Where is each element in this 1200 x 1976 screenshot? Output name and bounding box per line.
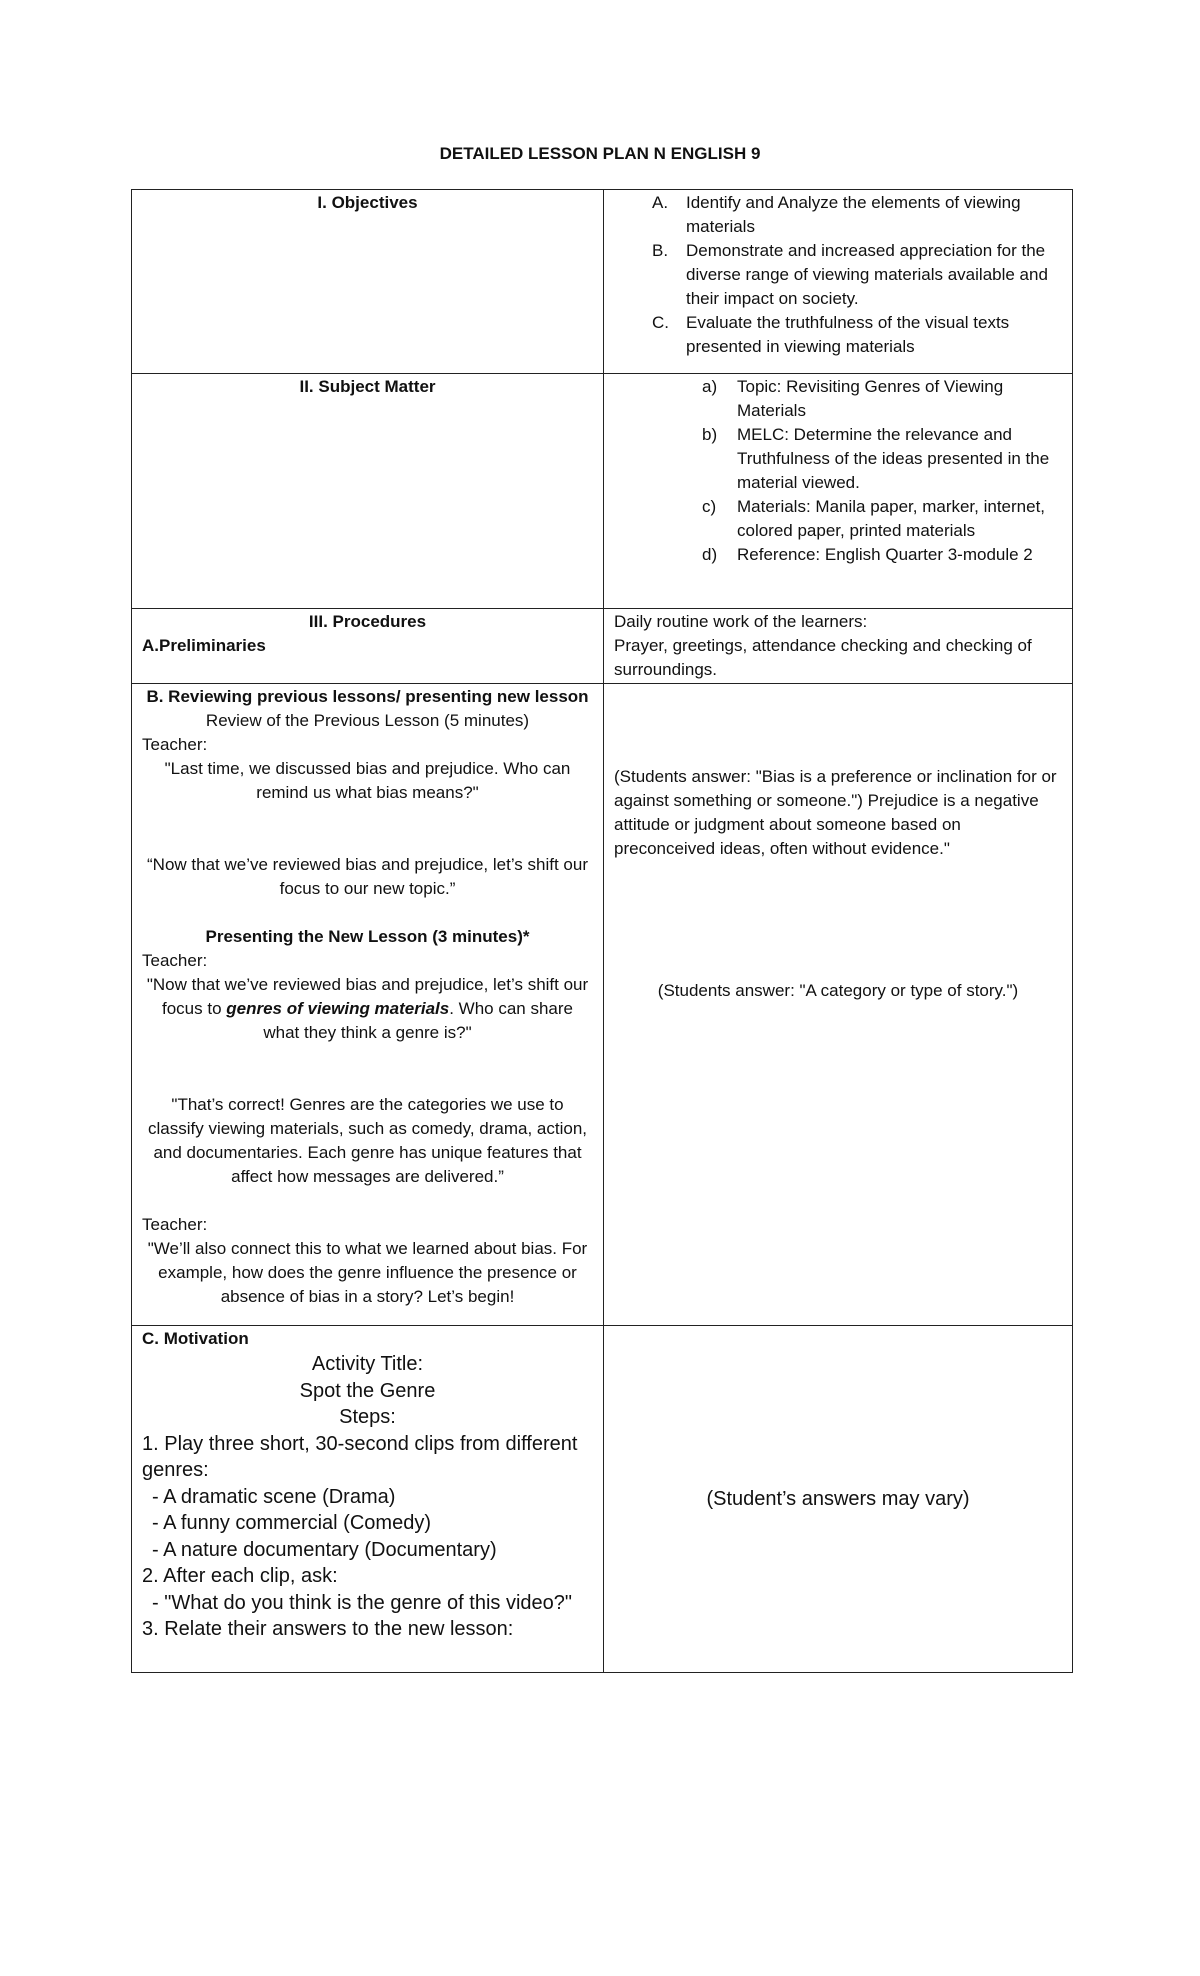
motivation-activity-cell — [132, 1326, 604, 1673]
subject-matter-heading-cell — [132, 374, 604, 609]
procedures-row — [132, 609, 1073, 684]
clip-item: - A nature documentary (Documentary) — [152, 1538, 497, 1561]
preliminaries-label: A.Preliminaries — [142, 636, 266, 655]
preliminaries-cell — [604, 609, 1073, 684]
subject-matter-item: d) Reference: English Quarter 3-module 2 — [702, 545, 1033, 564]
student-answer: (Students answer: "Bias is a preference or inclination for or against something or someone.") Prejudice is a negative attitude or judgment about someone based on preconceived ideas, often without evidence." — [614, 767, 1057, 858]
routine-line-2: Prayer, greetings, attendance checking and checking of surroundings. — [614, 636, 1032, 679]
student-answer: (Students answer: "A category or type of story.") — [657, 981, 1019, 1000]
activity-title-label: Activity Title: — [311, 1353, 424, 1375]
teacher-quote-genres: "Now that we’ve reviewed bias and prejudice, let’s shift our focus to genres of viewing materials. Who can share what they think a genre is?" — [146, 975, 589, 1042]
motivation-row — [132, 1326, 1073, 1673]
subject-matter-heading: II. Subject Matter — [299, 377, 436, 396]
review-row — [132, 684, 1073, 1326]
objective-item: A. Identify and Analyze the elements of viewing materials — [652, 193, 1021, 236]
subject-matter-item: a) Topic: Revisiting Genres of Viewing Materials — [702, 377, 1004, 420]
step-item: 2. After each clip, ask: — [142, 1565, 338, 1587]
emphasis-genres: genres of viewing materials — [226, 999, 450, 1018]
review-teacher-cell — [132, 684, 604, 1326]
student-answer: (Student’s answers may vary) — [706, 1487, 970, 1510]
lesson-plan-table — [131, 189, 1073, 1673]
teacher-quote: “Now that we’ve reviewed bias and prejudice, let’s shift our focus to our new topic.” — [147, 855, 588, 898]
motivation-student-cell — [604, 1326, 1073, 1673]
review-student-cell — [604, 684, 1073, 1326]
subject-matter-item: b) MELC: Determine the relevance and Truthfulness of the ideas presented in the material viewed. — [702, 425, 1050, 492]
objective-item: B. Demonstrate and increased appreciation for the diverse range of viewing materials available and their impact on society. — [652, 241, 1048, 308]
subject-matter-item: c) Materials: Manila paper, marker, internet, colored paper, printed materials — [702, 497, 1046, 540]
motivation-heading: C. Motivation — [142, 1329, 249, 1348]
subject-matter-row — [132, 374, 1073, 609]
teacher-quote: "Last time, we discussed bias and prejudice. Who can remind us what bias means?" — [164, 759, 571, 802]
clip-item: - A dramatic scene (Drama) — [152, 1485, 396, 1508]
activity-title: Spot the Genre — [299, 1379, 436, 1402]
teacher-quote: "That’s correct! Genres are the categories we use to classify viewing materials, such as comedy, drama, action, and documentaries. Each genre has unique features that affect how messages are delivered.” — [147, 1095, 588, 1186]
teacher-label: Teacher: — [142, 951, 208, 970]
review-title: Review of the Previous Lesson (5 minutes) — [205, 711, 530, 730]
question-item: - "What do you think is the genre of this video?" — [152, 1591, 572, 1614]
clip-item: - A funny commercial (Comedy) — [152, 1512, 431, 1534]
subject-matter-list-cell — [604, 374, 1073, 609]
objectives-row — [132, 190, 1073, 374]
document-title: DETAILED LESSON PLAN N ENGLISH 9 — [439, 144, 761, 163]
procedures-heading: III. Procedures — [308, 612, 427, 631]
steps-label: Steps: — [339, 1406, 396, 1428]
objectives-list-cell — [604, 190, 1073, 374]
step-item: 3. Relate their answers to the new lesson: — [142, 1618, 514, 1640]
objectives-list — [614, 191, 1062, 359]
objectives-heading-cell — [132, 190, 604, 374]
step-item: 1. Play three short, 30-second clips from different genres: — [142, 1432, 578, 1481]
procedures-heading-cell — [132, 609, 604, 684]
review-heading: B. Reviewing previous lessons/ presenting new lesson — [146, 687, 589, 706]
new-lesson-title: Presenting the New Lesson (3 minutes)* — [205, 927, 530, 946]
objectives-heading: I. Objectives — [317, 193, 418, 212]
subject-matter-list — [614, 375, 1062, 567]
teacher-label: Teacher: — [142, 1215, 208, 1234]
objective-item: C. Evaluate the truthfulness of the visual texts presented in viewing materials — [652, 313, 1010, 356]
routine-line-1: Daily routine work of the learners: — [614, 612, 868, 631]
teacher-quote: "We’ll also connect this to what we learned about bias. For example, how does the genre influence the presence or absence of bias in a story? Let’s begin! — [147, 1239, 588, 1306]
teacher-label: Teacher: — [142, 735, 208, 754]
